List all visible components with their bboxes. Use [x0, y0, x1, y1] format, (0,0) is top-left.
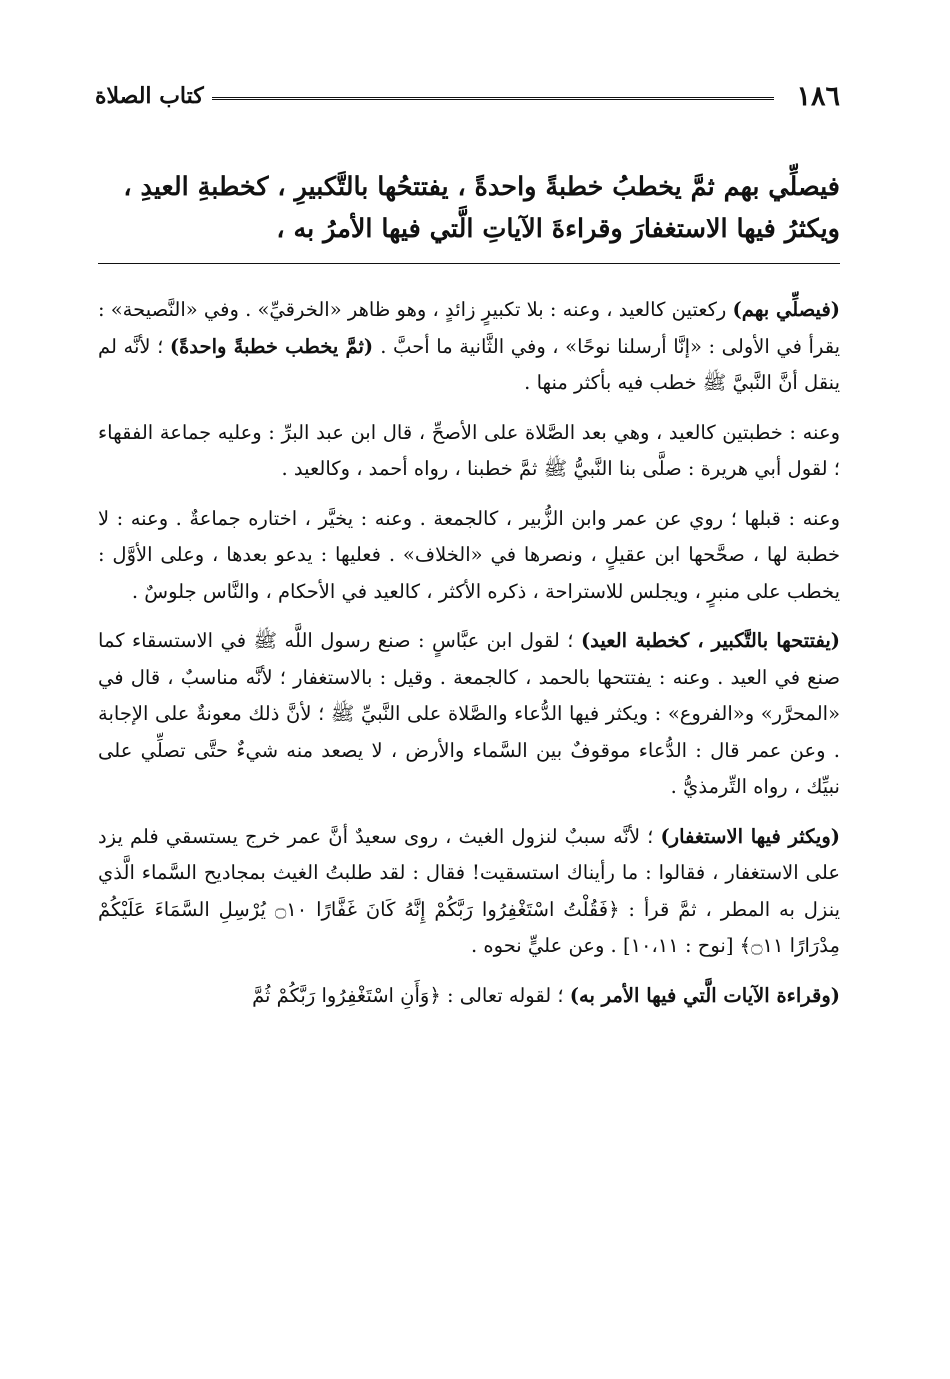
quoted-phrase: (ويكثر فيها الاستغفار): [660, 824, 840, 848]
commentary-paragraph: [98, 501, 840, 611]
paragraph-text: وعنه : خطبتين كالعيد ، وهي بعد الصَّلاة على الأصحِّ ، قال ابن عبد البرِّ : وعليه جماعة الفقهاء ؛ لقول أبي هريرة : صلَّى بنا النَّبيُّ ﷺ ثمَّ خطبنا ، رواه أحمد ، وكالعيد .: [98, 420, 840, 480]
header-rule: [212, 97, 775, 100]
main-text-rule: [98, 263, 840, 264]
paragraph-text: ؛ لقوله تعالى : ﴿وَأَنِ اسْتَغْفِرُوا رَبَّكُمْ ثُمَّ: [252, 983, 570, 1007]
commentary-paragraph: [98, 978, 840, 1015]
commentary-paragraph: [98, 623, 840, 806]
paragraph-text: ؛ لقول ابن عبَّاسٍ : صنع رسول اللَّه ﷺ في الاستسقاء كما صنع في العيد . وعنه : يفتتحها بالحمد ، كالجمعة . وقيل : بالاستغفار ؛ لأنَّه مناسبٌ ، قال في «المحرَّر» و«الفروع» : ويكثر فيها الدُّعاء والصَّلاة على النَّبيِّ ﷺ ؛ لأنَّ ذلك معونةٌ على الإجابة . وعن عمر قال : الدُّعاء موقوفٌ بين السَّماء والأرض ، لا يصعد منه شيءٌ حتَّى تصلِّي على نبيِّك ، رواه التِّرمذيُّ .: [98, 629, 840, 798]
quoted-phrase: (يفتتحها بالتَّكبير ، كخطبة العيد): [580, 629, 840, 652]
paragraph-text: ركعتين كالعيد ، وعنه : بلا تكبيرٍ زائدٍ ، وهو ظاهر «الخرقيِّ» . وفي «النَّصيحة» : يقرأ في الأولى : «إنَّا أرسلنا نوحًا» ، وفي الثَّانية ما أحبَّ .: [97, 298, 841, 358]
book-title: كتاب الصلاة: [95, 83, 204, 109]
commentary-paragraph: [98, 819, 840, 965]
page-number: ١٨٦: [796, 80, 840, 112]
main-text-line: ويكثرُ فيها الاستغفارَ وقراءةَ الآياتِ الَّتي فيها الأمرُ به ،: [276, 214, 840, 244]
main-text: [98, 166, 840, 250]
quoted-phrase: (وقراءة الآيات الَّتي فيها الأمر به): [569, 983, 840, 1007]
quoted-phrase: (فيصلِّي بهم): [732, 298, 840, 321]
commentary-paragraph: [98, 292, 840, 402]
commentary: [98, 292, 840, 1027]
paragraph-text: ؛ لأنَّه سببٌ لنزول الغيث ، روى سعيدٌ أنَّ عمر خرج يستسقي فلم يزد على الاستغفار ، فقالوا : ما رأيناك استسقيت! فقال : لقد طلبتُ الغيث بمجاديح السَّماء الَّذي ينزل به المطر ، ثمَّ قرأ : ﴿فَقُلْتُ اسْتَغْفِرُوا رَبَّكُمْ إِنَّهُ كَانَ غَفَّارًا ۝١٠ يُرْسِلِ السَّمَاءَ عَلَيْكُمْ مِدْرَارًا ۝١١﴾ [نوح : ١٠،١١] . وعن عليٍّ نحوه .: [98, 824, 841, 957]
paragraph-text: ؛ لأنَّه لم ينقل أنَّ النَّبيَّ ﷺ خطب فيه بأكثر منها .: [98, 334, 840, 394]
quoted-phrase: (ثمَّ يخطب خطبةً واحدةً): [169, 334, 381, 358]
running-header: [95, 78, 840, 114]
paragraph-text: وعنه : قبلها ؛ روي عن عمر وابن الزُّبير ، كالجمعة . وعنه : يخيَّر ، اختاره جماعةٌ . وعنه : لا خطبة لها ، صحَّحها ابن عقيلٍ ، ونصرها في «الخلاف» . فعليها : يدعو بعدها ، وعلى الأوَّل : يخطب على منبرٍ ، ويجلس للاستراحة ، ذكره الأكثر ، كالعيد في الأحكام ، والنَّاس جلوسٌ .: [98, 506, 840, 603]
commentary-paragraph: [98, 415, 840, 488]
main-text-line: فيصلِّي بهم ثمَّ يخطبُ خطبةً واحدةً ، يفتتحُها بالتَّكبيرِ ، كخطبةِ العيدِ ،: [123, 172, 840, 202]
